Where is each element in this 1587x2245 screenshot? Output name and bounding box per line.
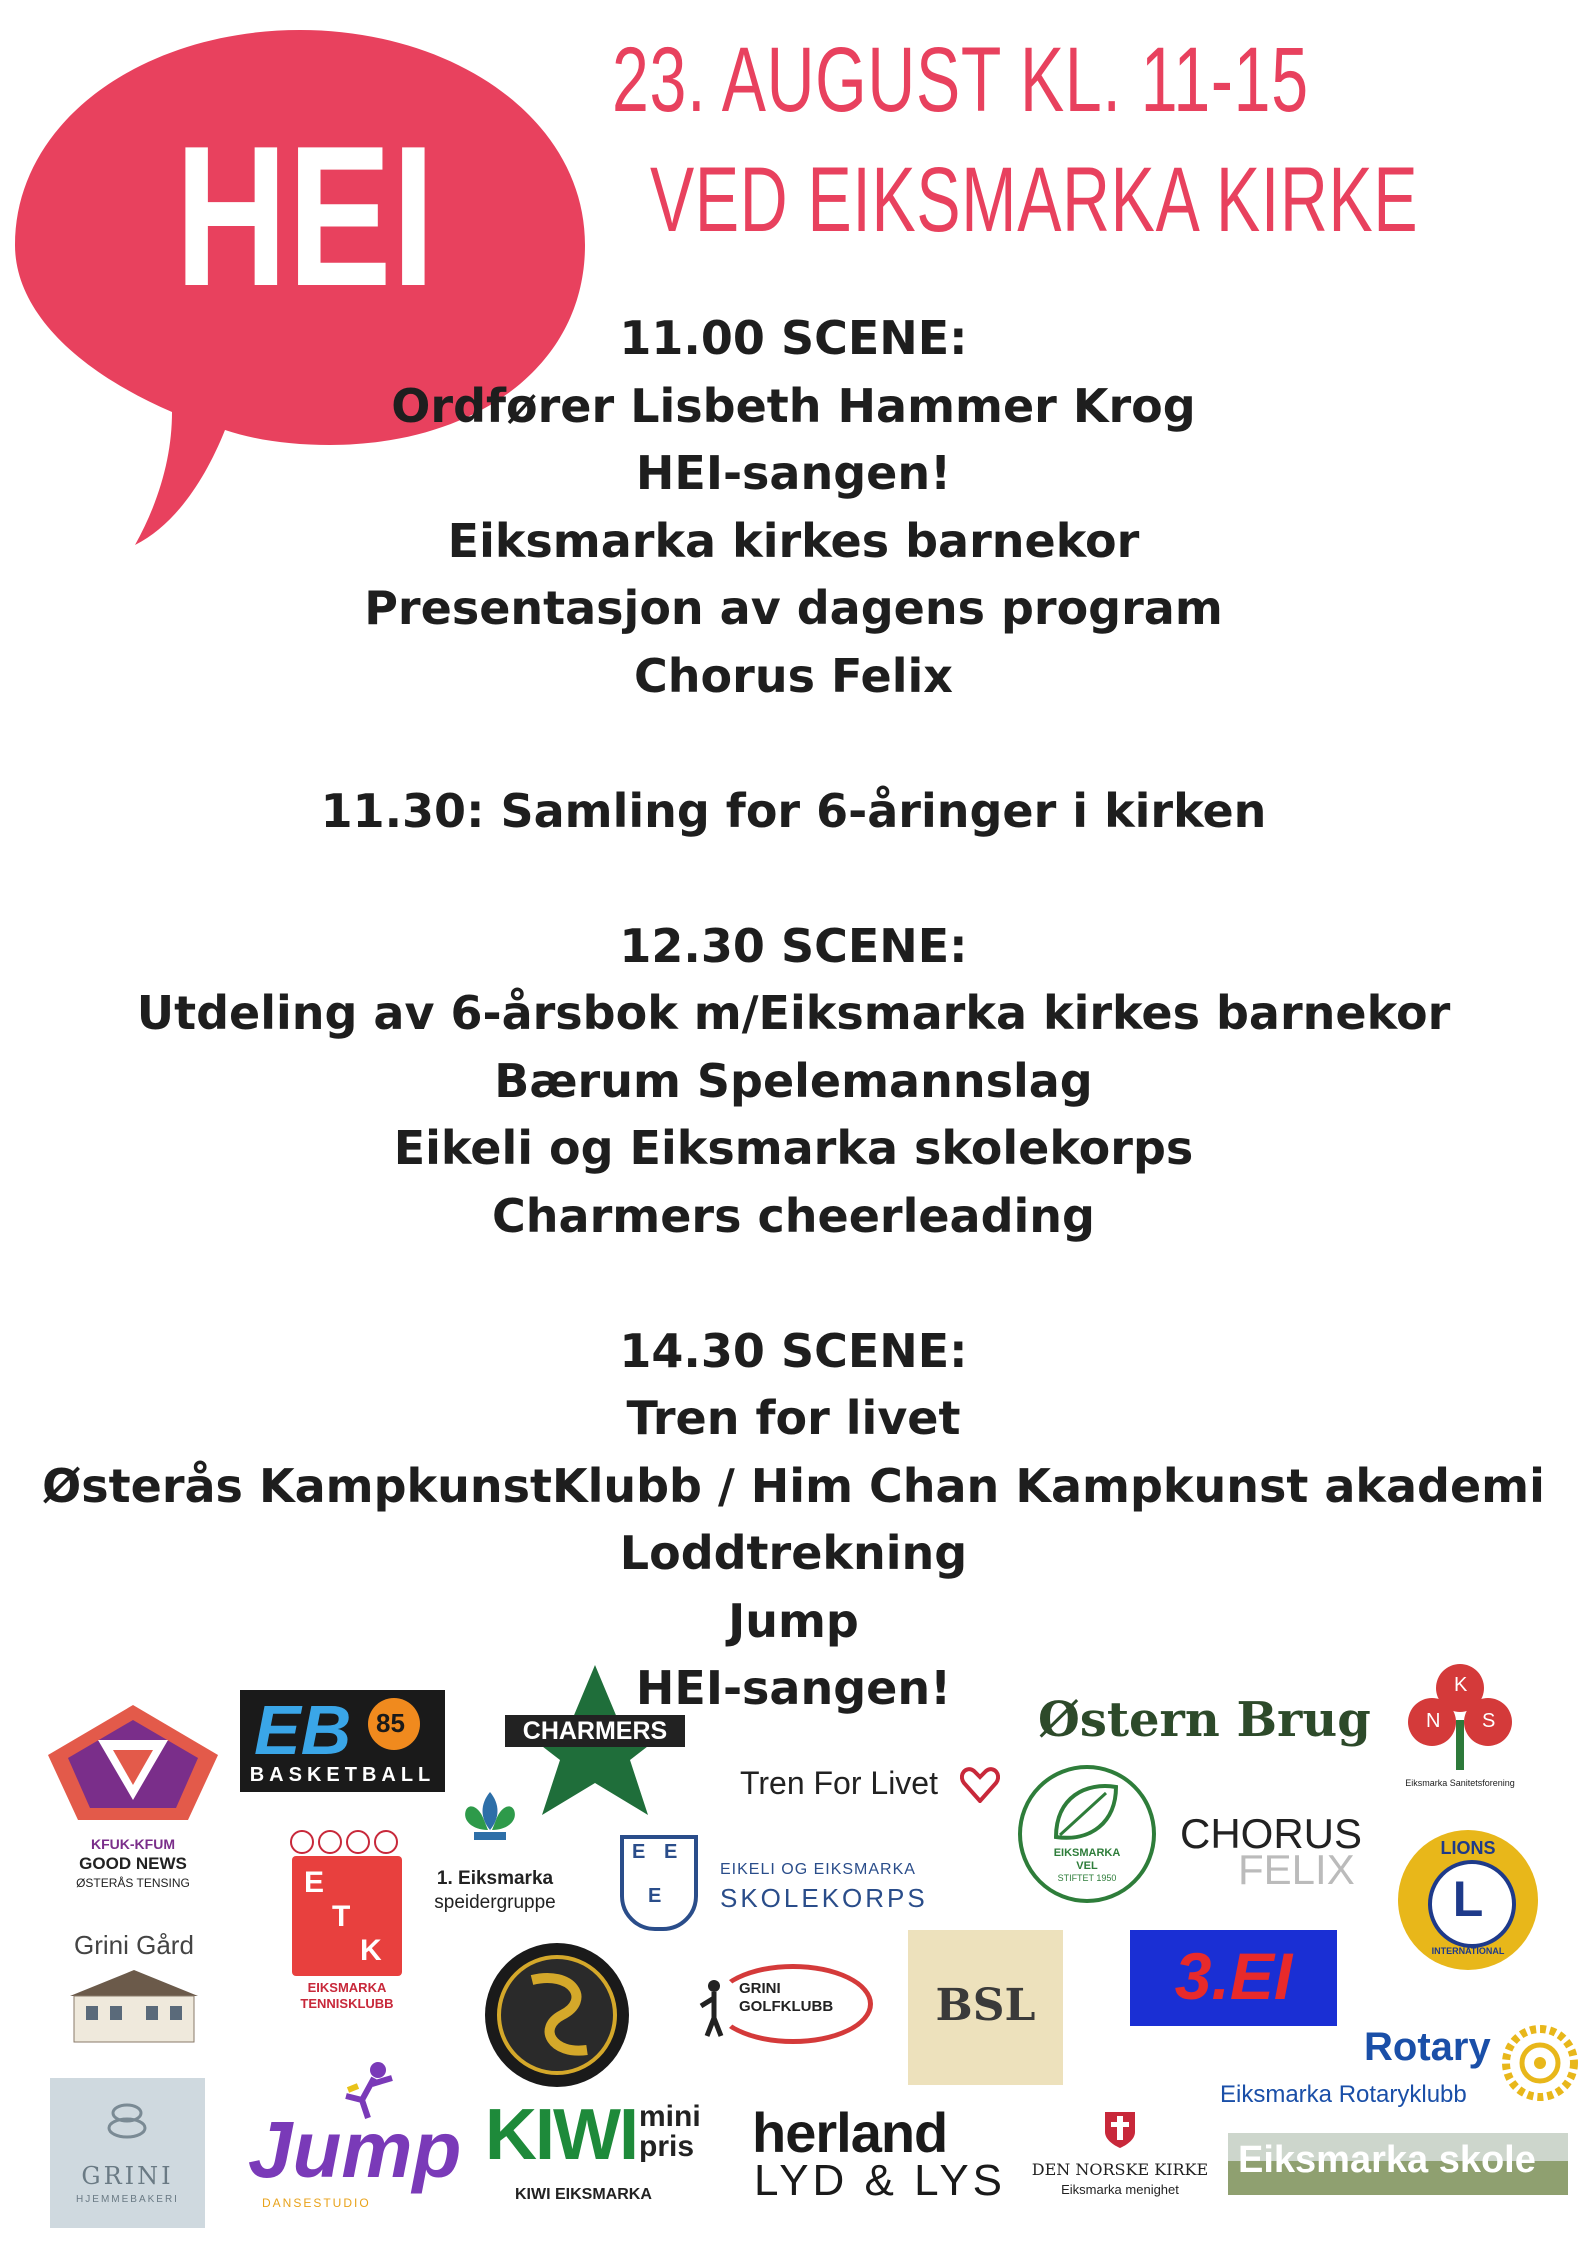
three-ei-logo	[1130, 1930, 1337, 2026]
kampkunst-dragon-logo	[482, 1940, 632, 2090]
program-item: Tren for livet	[626, 1391, 961, 1445]
kfuk-line2: GOOD NEWS	[79, 1854, 187, 1873]
skolekorps-logo	[620, 1835, 928, 1935]
sanitet-letter-n: N	[1426, 1710, 1441, 1732]
lions-top: LIONS	[1440, 1838, 1496, 1858]
grini-hjemmebakeri-logo	[50, 2078, 205, 2228]
chorus-line2: FELIX	[1238, 1846, 1355, 1893]
golfer-icon	[699, 1978, 729, 2038]
kfuk-kfum-logo	[38, 1700, 228, 1900]
kiwi-logo	[485, 2095, 705, 2230]
leaf-icon	[1046, 1777, 1126, 1847]
eb-sub: BASKETBALL	[249, 1764, 436, 1786]
bakery-icon	[102, 2098, 152, 2148]
spacer	[40, 845, 1547, 913]
skole-name: Eiksmarka skole	[1238, 2139, 1536, 2181]
vel-line2: VEL	[1076, 1860, 1098, 1872]
kirke-line2: Eiksmarka menighet	[1061, 2182, 1179, 2197]
sanitetsforening-logo	[1390, 1660, 1530, 1790]
program-item: Utdeling av 6-årsbok m/Eiksmarka kirkes barnekor	[136, 986, 1451, 1040]
speider-line2: speidergruppe	[434, 1892, 556, 1913]
hei-bubble-text: HEI	[174, 105, 436, 329]
program-item: Chorus Felix	[634, 648, 953, 703]
jump-dansestudio-logo	[248, 2060, 463, 2220]
herland-line2: LYD & LYS	[754, 2156, 1007, 2205]
grini-gard-logo	[62, 1930, 212, 2050]
chorus-felix-logo	[1180, 1810, 1380, 1893]
rotary-sub: Eiksmarka Rotaryklubb	[1220, 2081, 1467, 2108]
spacer	[40, 1250, 1547, 1318]
kfuk-line1: KFUK-KFUM	[91, 1836, 175, 1852]
etk-letter-e: E	[304, 1866, 325, 1899]
golf-line2: GOLFKLUBB	[739, 1998, 834, 2015]
dragon-emblem-icon	[482, 1940, 632, 2090]
farmhouse-icon	[64, 1966, 204, 2046]
skolekorps-letter-1: E	[632, 1841, 646, 1863]
rotary-logo	[1220, 2025, 1550, 2125]
speidergruppe-logo	[420, 1790, 570, 1920]
program-time: 14.30 SCENE:	[619, 1323, 968, 1378]
program-item: HEI-sangen!	[635, 1661, 952, 1715]
spacer	[40, 710, 1547, 778]
kfuk-line3: ØSTERÅS TENSING	[76, 1876, 190, 1890]
speider-line1: 1. Eiksmarka	[436, 1868, 554, 1889]
church-cross-icon	[1103, 2110, 1137, 2150]
tren-for-livet-logo	[740, 1765, 1000, 1809]
kiwi-name: KIWI	[485, 2095, 637, 2175]
golf-line1: GRINI	[739, 1980, 781, 1997]
program-item: Eikeli og Eiksmarka skolekorps	[393, 1121, 1194, 1175]
program-item: Charmers cheerleading	[492, 1188, 1095, 1243]
program-item: Loddtrekning	[619, 1526, 968, 1580]
charmers-name: CHARMERS	[522, 1717, 668, 1745]
tren-name: Tren For Livet	[740, 1765, 938, 1801]
sanitet-letter-k: K	[1454, 1674, 1468, 1696]
heart-icon	[960, 1767, 1000, 1803]
eb-number: 85	[376, 1708, 405, 1738]
program-item: Bærum Spelemannslag	[494, 1053, 1093, 1108]
bsl-logo	[908, 1930, 1063, 2085]
kiwi-mini: mini	[639, 2100, 701, 2133]
etk-letter-t: T	[332, 1900, 351, 1933]
bakeri-line1: GRINI	[81, 2162, 174, 2190]
vel-line1: EIKSMARKA	[1053, 1847, 1121, 1859]
lions-letter: L	[1452, 1871, 1484, 1927]
skolekorps-line2: SKOLEKORPS	[720, 1883, 928, 1913]
eiksmarka-skole-logo	[1228, 2133, 1568, 2195]
bakeri-line2: HJEMMEBAKERI	[76, 2194, 179, 2205]
lions-bottom: INTERNATIONAL	[1431, 1946, 1505, 1956]
ostern-brug-logo: Østern Brug	[1038, 1692, 1371, 1748]
skolekorps-letter-3: E	[648, 1885, 662, 1907]
program-item: Østerås KampkunstKlubb / Him Chan Kampkunst akademi	[42, 1458, 1545, 1513]
etk-letter-k: K	[360, 1934, 382, 1967]
sanitet-name: Eiksmarka Sanitetsforening	[1405, 1778, 1515, 1788]
program-item: Jump	[728, 1593, 859, 1648]
sanitet-letter-s: S	[1482, 1710, 1496, 1732]
fleur-de-lis-icon	[458, 1790, 522, 1860]
etk-tennisklubb-logo	[282, 1830, 412, 2010]
program-item: HEI-sangen!	[635, 446, 952, 500]
lions-club-logo	[1398, 1830, 1548, 1980]
jump-name: Jump	[248, 2105, 462, 2194]
eb85-basketball-logo	[240, 1690, 445, 1792]
event-date: 23. AUGUST KL. 11-15	[612, 29, 1309, 131]
vel-line3: STIFTET 1950	[1057, 1873, 1117, 1883]
grini-gard-name: Grini Gård	[74, 1930, 194, 1960]
grini-golfklubb-logo	[695, 1960, 865, 2050]
program-item: Presentasjon av dagens program	[364, 581, 1223, 635]
program-time: 12.30 SCENE:	[619, 918, 968, 973]
kfuk-emblem-icon	[38, 1700, 228, 1830]
eb-letters: EB	[254, 1691, 352, 1769]
den-norske-kirke-logo	[1015, 2110, 1225, 2220]
kirke-line1: DEN NORSKE KIRKE	[1031, 2160, 1209, 2179]
herland-logo	[752, 2100, 1007, 2220]
herland-line1: herland	[752, 2101, 948, 2164]
tennis-balls-icon	[290, 1830, 404, 1852]
program-time: 11.30: Samling for 6-åringer i kirken	[320, 783, 1267, 838]
bsl-name: BSL	[935, 1980, 1036, 2031]
chorus-line1: CHORUS	[1180, 1810, 1363, 1857]
etk-line1: EIKSMARKA	[307, 1980, 387, 1995]
kiwi-sub: KIWI EIKSMARKA	[515, 2186, 652, 2203]
program-item: Eiksmarka kirkes barnekor	[447, 513, 1140, 568]
three-ei-name: 3.EI	[1174, 1939, 1293, 2013]
etk-line2: TENNISKLUBB	[300, 1996, 394, 2011]
program-item: Ordfører Lisbeth Hammer Krog	[391, 378, 1196, 433]
rotary-wheel-icon	[1502, 2025, 1578, 2101]
kiwi-pris: pris	[639, 2130, 695, 2163]
program-schedule	[40, 305, 1547, 1723]
skolekorps-line1: EIKELI OG EIKSMARKA	[720, 1861, 916, 1878]
skolekorps-letter-2: E	[664, 1841, 678, 1863]
jump-sub: DANSESTUDIO	[262, 2196, 371, 2210]
event-place: VED EIKSMARKA KIRKE	[650, 149, 1419, 251]
eiksmarka-vel-logo	[1018, 1765, 1156, 1903]
rotary-name: Rotary	[1364, 2025, 1491, 2069]
program-time: 11.00 SCENE:	[619, 311, 968, 365]
